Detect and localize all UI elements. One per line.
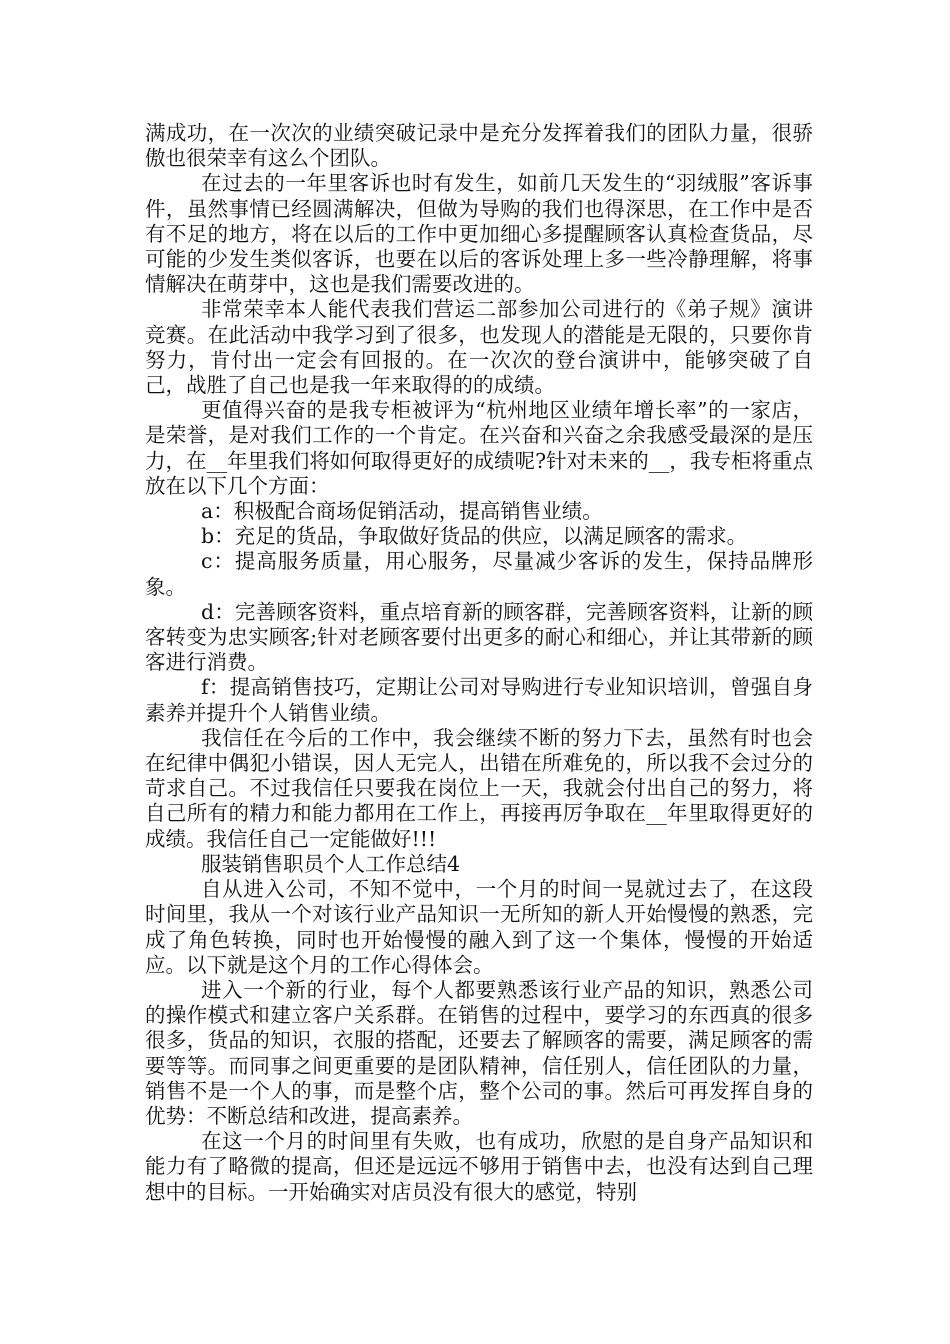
- paragraph: 在过去的一年里客诉也时有发生，如前几天发生的“羽绒服”客诉事件，虽然事情已经圆满解决，但做为导购的我们也得深思，在工作中是否有不足的地方，将在以后的工作中更加细心多提醒顾客认真检查货品，尽可能的少发生类似客诉，也要在以后的客诉处理上多一些冷静理解，将事情解决在萌芽中，这也是我们需要改进的。: [145, 171, 813, 297]
- paragraph: 满成功，在一次次的业绩突破记录中是充分发挥着我们的团队力量，很骄傲也很荣幸有这么个团队。: [145, 121, 813, 171]
- paragraph: 更值得兴奋的是我专柜被评为“杭州地区业绩年增长率”的一家店，是荣誉，是对我们工作的一个肯定。在兴奋和兴奋之余我感受最深的是压力，在__年里我们将如何取得更好的成绩呢?针对未来的__，我专柜将重点放在以下几个方面：: [145, 398, 813, 498]
- paragraph: 自从进入公司，不知不觉中，一个月的时间一晃就过去了，在这段时间里，我从一个对该行业产品知识一无所知的新人开始慢慢的熟悉，完成了角色转换，同时也开始慢慢的融入到了这一个集体，慢慢的开始适应。以下就是这个月的工作心得体会。: [145, 877, 813, 977]
- document-body: [145, 121, 813, 1205]
- list-item: f：提高销售技巧，定期让公司对导购进行专业知识培训，曾强自身素养并提升个人销售业绩。: [145, 675, 813, 725]
- list-item: b：充足的货品，争取做好货品的供应，以满足顾客的需求。: [201, 524, 748, 549]
- paragraph: 在这一个月的时间里有失败，也有成功，欣慰的是自身产品知识和能力有了略微的提高，但还是远远不够用于销售中去，也没有达到自己理想中的目标。一开始确实对店员没有很大的感觉，特别: [145, 1129, 813, 1204]
- section-heading: 服装销售职员个人工作总结4: [201, 851, 461, 876]
- paragraph: 我信任在今后的工作中，我会继续不断的努力下去，虽然有时也会在纪律中偶犯小错误，因人无完人，出错在所难免的，所以我不会过分的苛求自己。不过我信任只要我在岗位上一天，我就会付出自己的努力，将自己所有的精力和能力都用在工作上，再接再厉争取在__年里取得更好的成绩。我信任自己一定能做好!!!: [145, 725, 813, 851]
- list-item: c：提高服务质量，用心服务，尽量减少客诉的发生，保持品牌形象。: [145, 549, 813, 599]
- list-item: a：积极配合商场促销活动，提高销售业绩。: [201, 499, 603, 524]
- paragraph: 进入一个新的行业，每个人都要熟悉该行业产品的知识，熟悉公司的操作模式和建立客户关系群。在销售的过程中，要学习的东西真的很多很多，货品的知识，衣服的搭配，还要去了解顾客的需要，满足顾客的需要等等。而同事之间更重要的是团队精神，信任别人，信任团队的力量，销售不是一个人的事，而是整个店，整个公司的事。然后可再发挥自身的优势：不断总结和改进，提高素养。: [145, 977, 813, 1128]
- paragraph: 非常荣幸本人能代表我们营运二部参加公司进行的《弟子规》演讲竞赛。在此活动中我学习到了很多，也发现人的潜能是无限的，只要你肯努力，肯付出一定会有回报的。在一次次的登台演讲中，能够突破了自己，战胜了自己也是我一年来取得的的成绩。: [145, 297, 813, 398]
- list-item: d：完善顾客资料，重点培育新的顾客群，完善顾客资料，让新的顾客转变为忠实顾客;针对老顾客要付出更多的耐心和细心，并让其带新的顾客进行消费。: [145, 599, 813, 675]
